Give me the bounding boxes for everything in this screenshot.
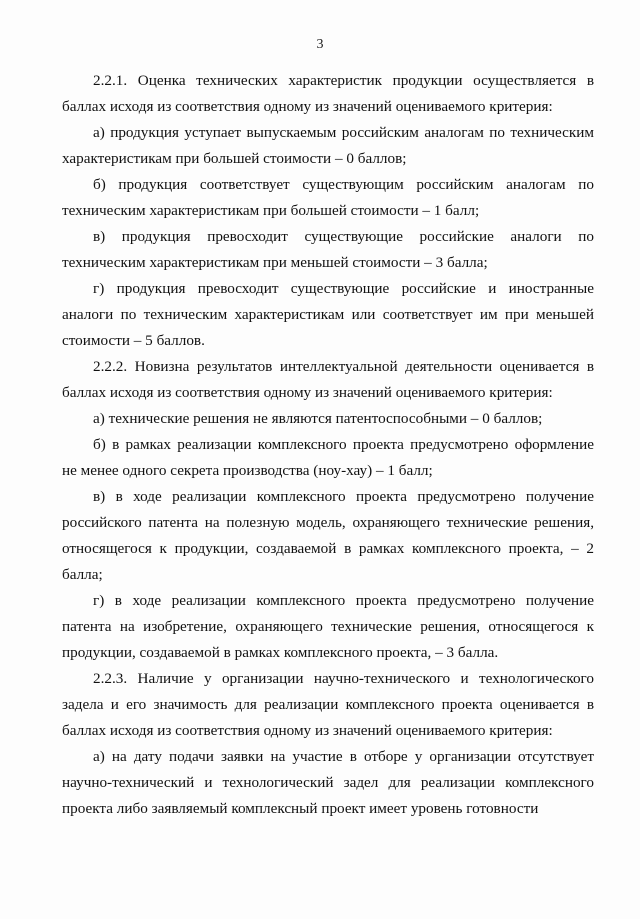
paragraph-2-2-1: 2.2.1. Оценка технических характеристик продукции осуществляется в баллах исходя из соответствия одному из значений оцениваемого критерия: <box>62 72 594 115</box>
page-number: 3 <box>316 37 324 52</box>
paragraph-2-2-3: 2.2.3. Наличие у организации научно-технического и технологического задела и его значимость для реализации комплексного проекта оценивается в баллах исходя из соответствия одному из значений оцениваемого критерия: <box>62 670 594 739</box>
paragraph-2-2-2-c: в) в ходе реализации комплексного проекта предусмотрено получение российского патента на полезную модель, охраняющего технические решения, относящегося к продукции, создаваемой в рамках комплексного проекта, – 2 балла; <box>62 488 594 583</box>
paragraph-2-2-1-d: г) продукция превосходит существующие российские и иностранные аналоги по техническим характеристикам или соответствует им при меньшей стоимости – 5 баллов. <box>62 280 594 349</box>
paragraph-2-2-2-d: г) в ходе реализации комплексного проекта предусмотрено получение патента на изобретение, охраняющего технические решения, относящегося к продукции, создаваемой в рамках комплексного проекта, – 3 балла. <box>62 592 594 661</box>
paragraph-2-2-1-a: а) продукция уступает выпускаемым российским аналогам по техническим характеристикам при большей стоимости – 0 баллов; <box>62 124 594 167</box>
paragraph-2-2-1-b: б) продукция соответствует существующим российским аналогам по техническим характеристикам при большей стоимости – 1 балл; <box>62 176 594 219</box>
paragraph-2-2-1-c: в) продукция превосходит существующие российские аналоги по техническим характеристикам при меньшей стоимости – 3 балла; <box>62 228 594 271</box>
paragraph-2-2-3-a: а) на дату подачи заявки на участие в отборе у организации отсутствует научно-технический и технологический задел для реализации комплексного проекта либо заявляемый комплексный проект имеет уровень готовности <box>62 748 594 817</box>
paragraph-2-2-2: 2.2.2. Новизна результатов интеллектуальной деятельности оценивается в баллах исходя из соответствия одному из значений оцениваемого критерия: <box>62 358 594 401</box>
paragraph-2-2-2-b: б) в рамках реализации комплексного проекта предусмотрено оформление не менее одного секрета производства (ноу-хау) – 1 балл; <box>62 436 594 479</box>
document-body <box>62 68 594 822</box>
paragraph-2-2-2-a: а) технические решения не являются патентоспособными – 0 баллов; <box>93 410 543 427</box>
